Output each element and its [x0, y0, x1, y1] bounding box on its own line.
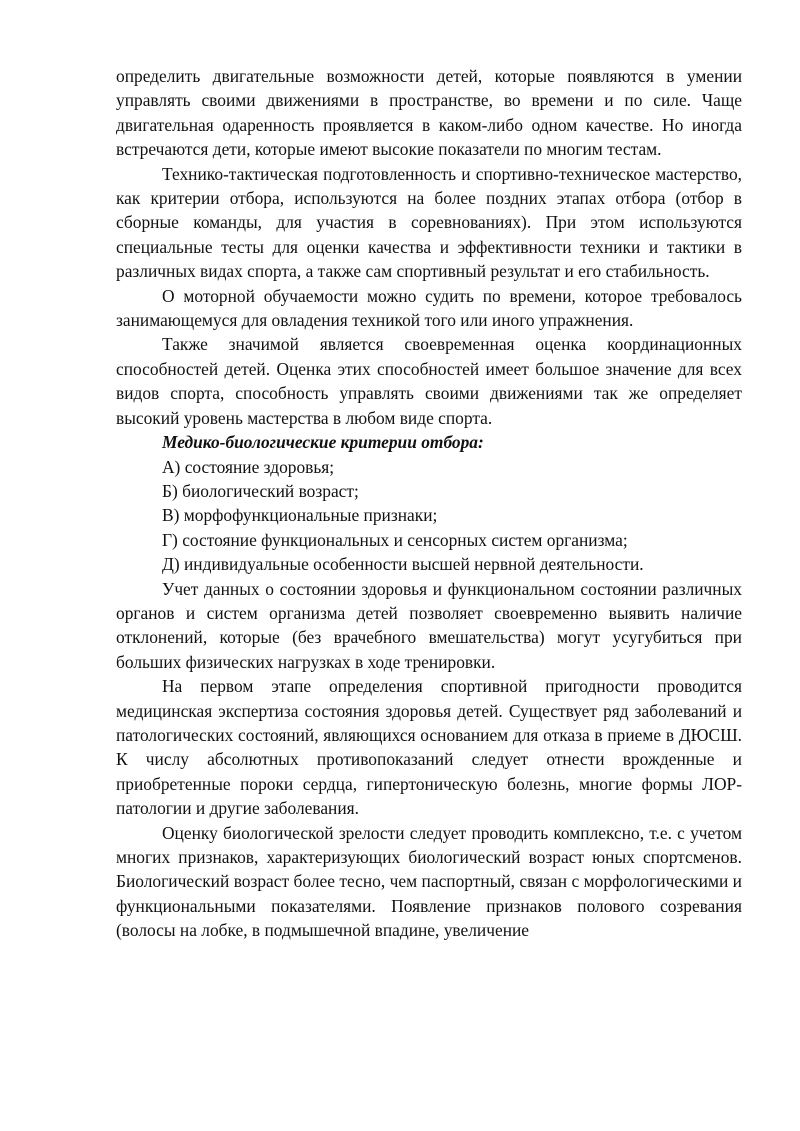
paragraph-medical-expertise: На первом этапе определения спортивной пригодности проводится медицинская экспертиза состояния здоровья детей. Существует ряд заболеваний и патологических состояний, являющихся основанием для отказа в приеме в ДЮСШ. К числу абсолютных противопоказаний следует отнести врожденные и приобретенные пороки сердца, гипертоническую болезнь, многие формы ЛОР-патологии и другие заболевания. — [116, 676, 742, 819]
paragraph-coordination: Также значимой является своевременная оценка координационных способностей детей. Оценка этих способностей имеет большое значение для всех видов спорта, способность управлять своими движениями так же определяет высокий уровень мастерства в любом виде спорта. — [116, 334, 742, 428]
paragraph-technical-tactical: Технико-тактическая подготовленность и спортивно-техническое мастерство, как критерии отбора, используются на более поздних этапах отбора (отбор в сборные команды, для участия в соревнованиях). При этом используются специальные тесты для оценки качества и эффективности техники и тактики в различных видах спорта, а также сам спортивный результат и его стабильность. — [116, 163, 742, 282]
paragraph-biological-maturity: Оценку биологической зрелости следует проводить комплексно, т.е. с учетом многих признаков, характеризующих биологический возраст юных спортсменов. Биологический возраст более тесно, чем паспортный, связан с морфологическими и функциональными показателями. Появление признаков полового созревания (волосы на лобке, в подмышечной впадине, увеличение — [116, 822, 742, 941]
list-item-b: Б) биологический возраст; — [162, 480, 359, 501]
criteria-list — [116, 455, 742, 577]
list-item-d: Д) индивидуальные особенности высшей нервной деятельности. — [162, 554, 644, 575]
document-page — [116, 64, 742, 943]
list-item-g: Г) состояние функциональных и сенсорных систем организма; — [162, 529, 628, 550]
paragraph-health-data: Учет данных о состоянии здоровья и функциональном состоянии различных органов и систем организма детей позволяет своевременно выявить наличие отклонений, которые (без врачебного вмешательства) могут усугубиться при больших физических нагрузках в ходе тренировки. — [116, 578, 742, 672]
paragraph-motor-learning: О моторной обучаемости можно судить по времени, которое требовалось занимающемуся для овладения техникой того или иного упражнения. — [116, 285, 742, 331]
section-heading: Медико-биологические критерии отбора: — [162, 432, 484, 453]
list-item-a: А) состояние здоровья; — [162, 456, 335, 477]
paragraph-motor-abilities: определить двигательные возможности детей, которые появляются в умении управлять своими движениями в пространстве, во времени и по силе. Чаще двигательная одаренность проявляется в каком-либо одном качестве. Но иногда встречаются дети, которые имеют высокие показатели по многим тестам. — [116, 66, 742, 160]
list-item-v: В) морфофункциональные признаки; — [162, 505, 438, 526]
